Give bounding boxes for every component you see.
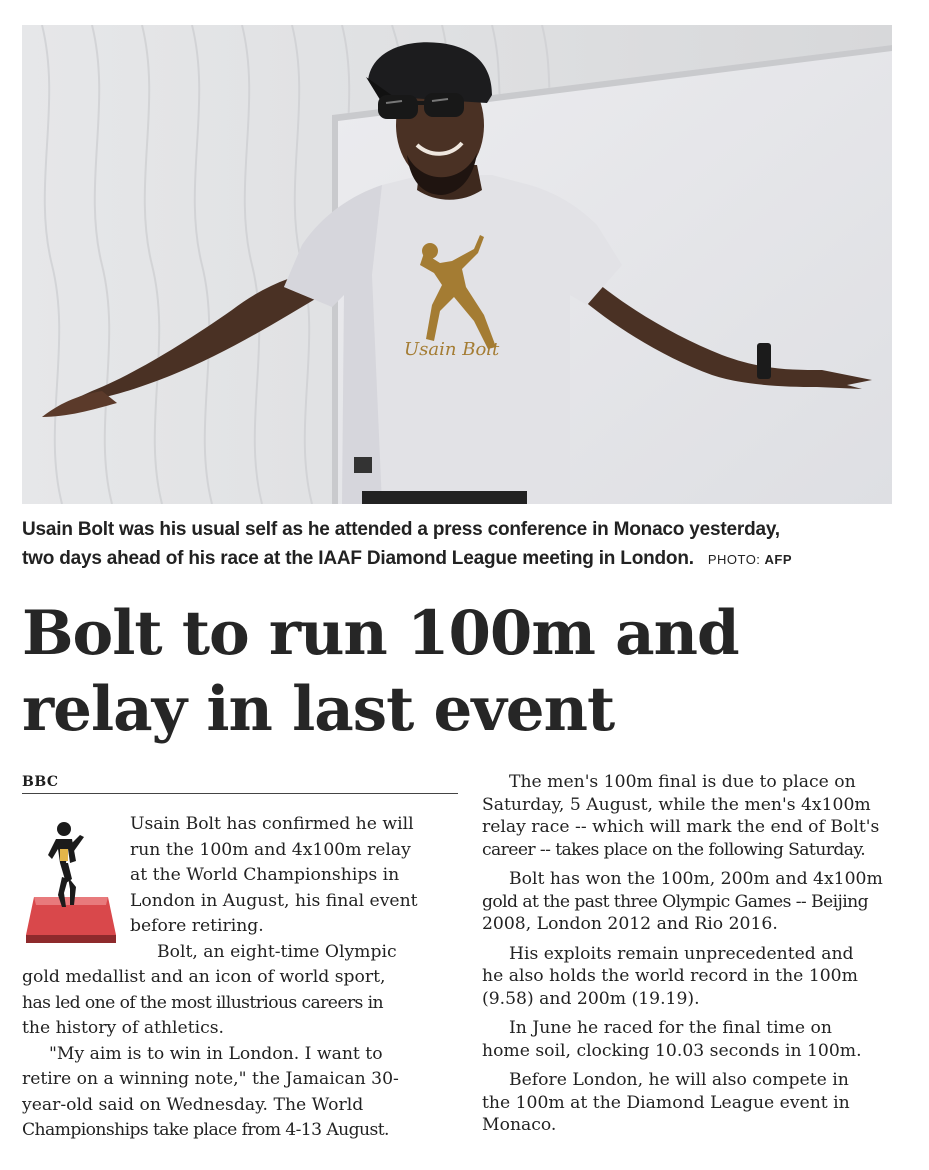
body-line: retire on a winning note," the Jamaican 30- bbox=[22, 1069, 399, 1089]
paragraph bbox=[482, 1017, 922, 1062]
body-line: year-old said on Wednesday. The World bbox=[22, 1094, 364, 1115]
article-column-right bbox=[482, 771, 922, 1144]
article-photo bbox=[22, 25, 892, 504]
body-line: (9.58) and 200m (19.19). bbox=[482, 988, 700, 1009]
body-line: In June he raced for the final time on bbox=[509, 1018, 832, 1038]
svg-text:Usain Bolt: Usain Bolt bbox=[404, 339, 500, 360]
body-line: run the 100m and 4x100m relay bbox=[130, 839, 411, 860]
article-byline: BBC bbox=[22, 774, 458, 794]
body-line: the 100m at the Diamond League event in bbox=[482, 1092, 850, 1113]
caption-line-2-text: two days ahead of his race at the IAAF Diamond League meeting in London. bbox=[22, 548, 694, 569]
body-line: before retiring. bbox=[130, 916, 264, 936]
body-line: the history of athletics. bbox=[22, 1018, 225, 1038]
body-line: relay race -- which will mark the end of Bolt's bbox=[482, 817, 880, 837]
paragraph bbox=[482, 771, 922, 861]
body-line: gold at the past three Olympic Games -- Beijing bbox=[482, 891, 868, 912]
body-line: Before London, he will also compete in bbox=[509, 1070, 849, 1090]
photo-credit-label: PHOTO: bbox=[707, 552, 761, 567]
caption-line-1: Usain Bolt was his usual self as he attended a press conference in Monaco yesterday, bbox=[22, 519, 780, 540]
body-line: career -- takes place on the following Saturday. bbox=[482, 839, 866, 860]
usain-bolt-photo bbox=[22, 25, 892, 504]
paragraph bbox=[482, 943, 922, 1011]
paragraph bbox=[482, 1069, 922, 1137]
article-column-left bbox=[22, 812, 458, 1144]
body-line: The men's 100m final is due to place on bbox=[509, 772, 856, 792]
body-line: 2008, London 2012 and Rio 2016. bbox=[482, 914, 778, 934]
paragraph bbox=[482, 868, 922, 936]
body-line: home soil, clocking 10.03 seconds in 100m. bbox=[482, 1040, 862, 1061]
body-line: gold medallist and an icon of world sport, bbox=[22, 967, 386, 987]
body-line: Monaco. bbox=[482, 1115, 557, 1135]
body-line: Championships take place from 4-13 August. bbox=[22, 1120, 389, 1140]
headline-line-2: relay in last event bbox=[22, 674, 615, 745]
headline-line-1: Bolt to run 100m and bbox=[22, 598, 739, 669]
photo-credit bbox=[708, 552, 792, 567]
photo-caption bbox=[22, 515, 902, 574]
article-headline bbox=[22, 596, 922, 748]
body-line: Bolt has won the 100m, 200m and 4x100m bbox=[509, 869, 883, 889]
photo-credit-source: AFP bbox=[764, 552, 793, 567]
body-line: has led one of the most illustrious careers in bbox=[22, 992, 384, 1013]
body-line: at the World Championships in bbox=[130, 865, 400, 885]
body-line: Bolt, an eight-time Olympic bbox=[157, 941, 397, 962]
body-line: Saturday, 5 August, while the men's 4x100m bbox=[482, 794, 871, 815]
caption-line-2 bbox=[22, 544, 902, 574]
body-line: Usain Bolt has confirmed he will bbox=[130, 814, 414, 834]
body-line: His exploits remain unprecedented and bbox=[509, 943, 854, 964]
body-line: he also holds the world record in the 100m bbox=[482, 966, 858, 986]
body-line: "My aim is to win in London. I want to bbox=[49, 1043, 383, 1064]
body-line: London in August, his final event bbox=[130, 890, 418, 911]
